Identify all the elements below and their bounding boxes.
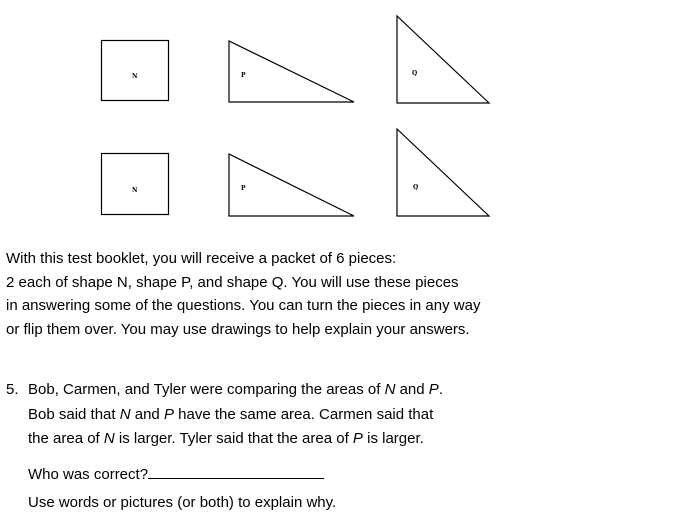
shape-p-label-2: P <box>241 185 246 192</box>
shape-q-triangle-2 <box>397 129 489 216</box>
shape-q-label-2: Q <box>413 184 419 191</box>
question-line-3 <box>6 427 443 452</box>
explain-prompt: Use words or pictures (or both) to explain why. <box>28 494 337 511</box>
italic-p: P <box>163 405 174 423</box>
question-text: and <box>395 381 429 398</box>
intro-line-3: in answering some of the questions. You can turn the pieces in any way <box>6 297 481 314</box>
shape-p-triangle-1 <box>229 41 354 102</box>
question-number: 5. <box>6 381 19 398</box>
question-line-1 <box>6 378 443 403</box>
intro-line-1: With this test booklet, you will receive a packet of 6 pieces: <box>6 250 397 267</box>
question-text: Bob, Carmen, and Tyler were comparing the areas of <box>28 381 385 398</box>
shape-p-triangle-2 <box>229 154 354 216</box>
who-correct-prompt <box>28 464 324 483</box>
shape-q-triangle-1 <box>397 16 489 103</box>
who-correct-label: Who was correct? <box>28 466 149 483</box>
intro-line-2: 2 each of shape N, shape P, and shape Q. You will use these pieces <box>6 273 459 291</box>
question-text: is larger. Tyler said that the area of <box>114 430 353 447</box>
intro-paragraph <box>6 247 480 341</box>
italic-p: P <box>352 430 363 447</box>
question-text: . <box>438 381 443 398</box>
shape-n-label-1: N <box>132 73 138 80</box>
italic-p: P <box>428 381 439 398</box>
question-text: Bob said that <box>28 405 120 423</box>
shape-q-label-1: Q <box>412 70 418 77</box>
intro-line-4: or flip them over. You may use drawings to help explain your answers. <box>6 320 470 338</box>
shape-n-square-1 <box>102 41 169 101</box>
question-line-2 <box>6 403 443 428</box>
question-text: and <box>130 405 164 423</box>
italic-n: N <box>119 405 131 423</box>
shape-n-label-2: N <box>132 187 138 194</box>
italic-n: N <box>103 430 115 447</box>
shape-pieces-figure <box>0 0 679 240</box>
question-text: the area of <box>28 430 104 447</box>
question-5 <box>6 378 443 452</box>
answer-blank-line[interactable] <box>148 464 324 479</box>
shape-p-label-1: P <box>241 72 246 79</box>
question-text: have the same area. Carmen said that <box>173 405 434 423</box>
question-text: is larger. <box>362 430 424 447</box>
shape-n-square-2 <box>102 154 169 215</box>
italic-n: N <box>384 381 396 398</box>
